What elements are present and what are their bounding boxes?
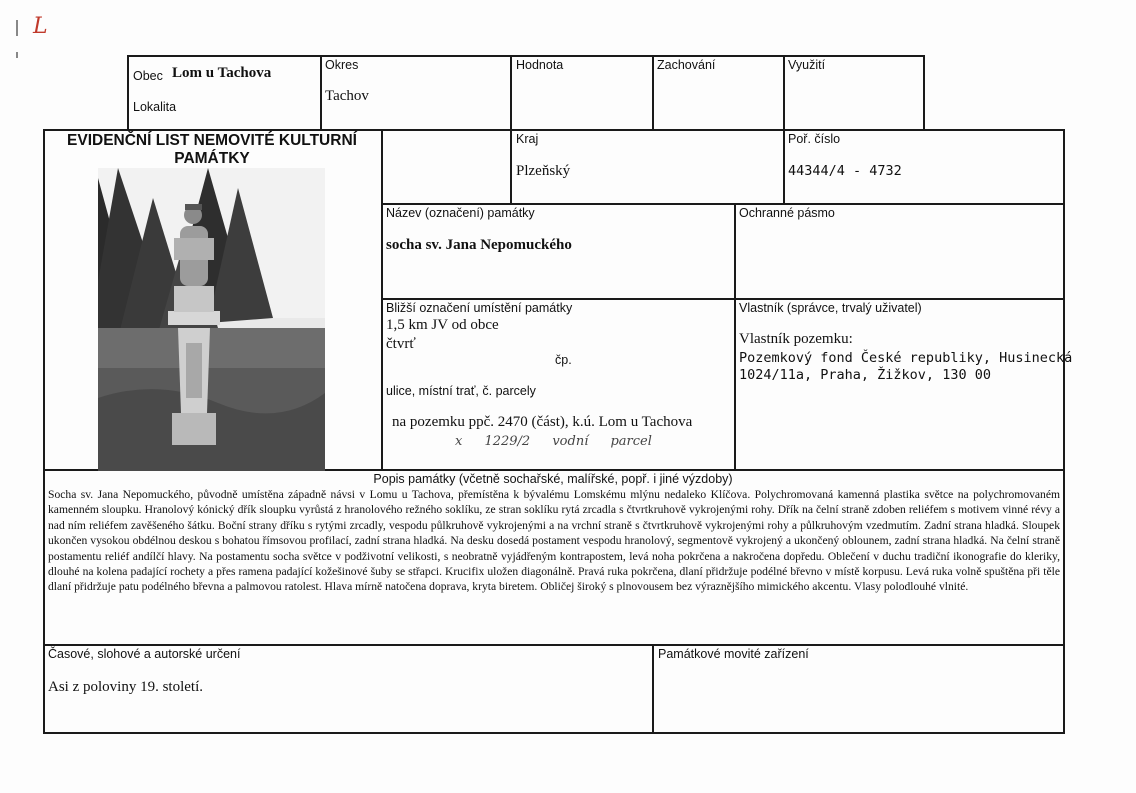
umisteni-label: Bližší označení umístění památky (386, 301, 573, 315)
nazev-label: Název (označení) památky (386, 206, 535, 220)
kraj-value: Plzeňský (516, 163, 571, 179)
obec-label: Obec (133, 69, 163, 83)
okres-label: Okres (325, 58, 359, 72)
vyuziti-label: Využití (788, 58, 826, 72)
vlastnik-label: Vlastník (správce, trvalý uživatel) (739, 301, 922, 315)
corner-mark: L (33, 14, 48, 39)
movite-label: Památkové movité zařízení (658, 647, 809, 661)
vlastnik-subtitle: Vlastník pozemku: (739, 331, 853, 347)
parcel-value: na pozemku ppč. 2470 (část), k.ú. Lom u Tachova (392, 414, 693, 430)
ochranne-pasmo-label: Ochranné pásmo (739, 206, 835, 220)
vlastnik-line1: Pozemkový fond České republiky, Husinecká (739, 350, 1073, 366)
hodnota-label: Hodnota (516, 58, 564, 72)
cp-label: čp. (555, 353, 572, 367)
document-title: EVIDENČNÍ LIST NEMOVITÉ KULTURNÍ PAMÁTKY (67, 132, 357, 167)
okres-value: Tachov (325, 88, 369, 104)
por-cislo-value: 44344/4 - 4732 (788, 163, 902, 179)
popis-label: Popis památky (včetně sochařské, malířské, popř. i jiné výzdoby) (373, 472, 733, 486)
ctvrt-label: čtvrť (386, 336, 416, 352)
monument-photo (98, 168, 325, 471)
lokalita-label: Lokalita (133, 100, 177, 114)
kraj-label: Kraj (516, 132, 539, 146)
popis-text: Socha sv. Jana Nepomuckého, původně umístěna západně návsi v Lomu u Tachova, přemístěna k bývalému Lomskému mlýnu nedaleko Klíčova. Polychromovaná kamenná plastika světce na polychromovaném kamenném sloupku. Hranolový kónický dřík sloupku vyrůstá z hranolového režného soklíku, ze stran soklíku rytá zrcadla s čtvrtkruhově vykrojenými rohy. Dřík na čelní straně zdoben reliéfem s motivem vinné révy a nad ním reliéfem zavěšeného šátku. Boční strany dříku s rytými zrcadly, vespodu půlkruhově vykrojenými a na vrchní straně s čtvrtkruhově vykrojenými rohy a půlkruhovým vzedmutím. Zadní strana hladká. Sloupek ukončen vysokou obdélnou deskou s bohatou římsovou profilací, zadní strana hladká. Na desku dosedá postament vespodu hranolový, segmentově vykrojený a ukončený oblounem, zadní strana hladká. Na čelní straně postamentu reliéf andílčí hlavy. Na postamentu socha světce v podživotní velikosti, s neobratně vyjádřeným kontrapostem, levá noha pokrčena a nakročena dopředu. Oblečení v duchu tradiční ikonografie do kleriky, dlouhé na kolena padající rochety a přes ramena padající kožešinové šuby se střapci. Krucifix uložen diagonálně. Pravá ruka pokrčena, dlaní přidržuje podélné břevno v místě korpusu. Levá ruka volně spuštěna při těle dlaní přidržuje patu podélného břevna a palmovou ratolest. Hlava mírně natočena doprava, kryta biretem. Obličej široký s plnovousem bez výraznějšího mimického akcentu. Vlasy polodlouhé vlnité. (48, 488, 1060, 594)
zachovani-label: Zachování (657, 58, 716, 72)
casove-value: Asi z poloviny 19. století. (48, 679, 203, 695)
casove-label: Časové, slohové a autorské určení (48, 647, 241, 661)
umisteni-line1: 1,5 km JV od obce (386, 317, 499, 333)
binder-hole-mark (16, 52, 18, 58)
vlastnik-line2: 1024/11a, Praha, Žižkov, 130 00 (739, 367, 991, 383)
por-cislo-label: Poř. číslo (788, 132, 841, 146)
ulice-label: ulice, místní trať, č. parcely (386, 384, 536, 398)
handwritten-note: x 1229/2 vodní parcel (455, 434, 652, 449)
obec-value: Lom u Tachova (172, 65, 272, 81)
nazev-value: socha sv. Jana Nepomuckého (386, 237, 572, 253)
binder-hole-mark (16, 20, 18, 36)
